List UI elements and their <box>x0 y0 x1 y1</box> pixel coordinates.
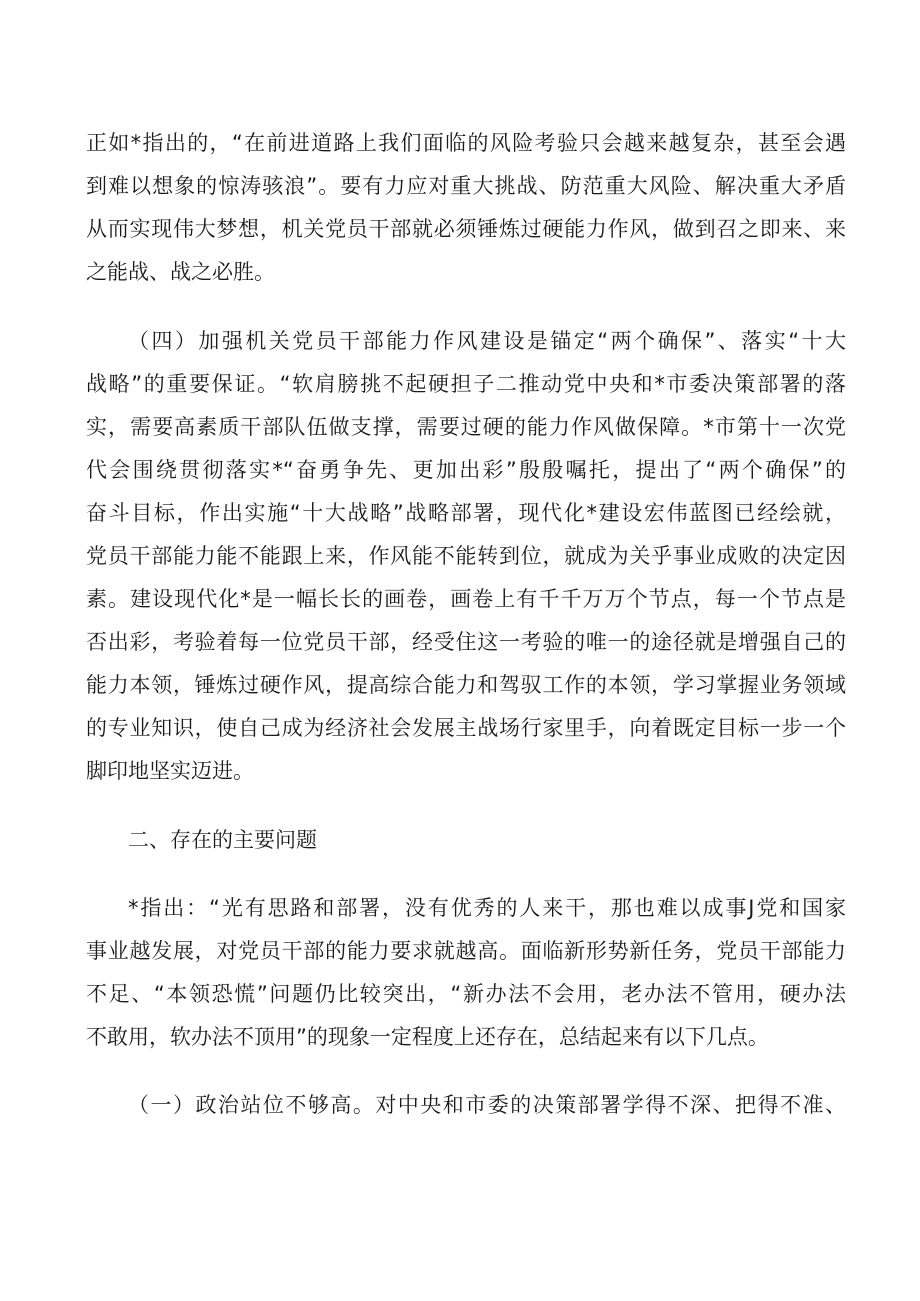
paragraph-2-line-4: 代会围绕贯彻落实*“奋勇争先、更加出彩”殷殷嘱托，提出了“两个确保”的 <box>86 458 846 482</box>
paragraph-1-line-3: 从而实现伟大梦想，机关党员干部就必须锤炼过硬能力作风，做到召之即来、来 <box>86 217 846 241</box>
paragraph-2-line-2: 战略”的重要保证。“软肩膀挑不起硬担子二推动党中央和*市委决策部署的落 <box>86 372 846 396</box>
paragraph-2-line-11: 脚印地坚实迈进。 <box>86 759 254 783</box>
paragraph-1-line-2: 到难以想象的惊涛骇浪”。要有力应对重大挑战、防范重大风险、解决重大矛盾 <box>86 174 846 198</box>
paragraph-2-line-9: 能力本领，锤炼过硬作风，提高综合能力和驾驭工作的本领，学习掌握业务领域 <box>86 673 846 697</box>
paragraph-3-line-4: 不敢用，软办法不顶用”的现象一定程度上还存在，总结起来有以下几点。 <box>86 1025 769 1049</box>
paragraph-2-line-1: （四）加强机关党员干部能力作风建设是锚定“两个确保”、落实“十大 <box>128 329 846 353</box>
paragraph-1-line-4: 之能战、战之必胜。 <box>86 260 275 284</box>
paragraph-2-line-10: 的专业知识，使自己成为经济社会发展主战场行家里手，向着既定目标一步一个 <box>86 716 846 740</box>
section-heading: 二、存在的主要问题 <box>128 828 317 852</box>
paragraph-3-line-3: 不足、“本领恐慌”问题仍比较突出，“新办法不会用，老办法不管用，硬办法 <box>86 982 846 1006</box>
paragraph-3-line-1: *指出：“光有思路和部署，没有优秀的人来干，那也难以成事J党和国家 <box>128 896 846 920</box>
paragraph-2-line-7: 素。建设现代化*是一幅长长的画卷，画卷上有千千万万个节点，每一个节点是 <box>86 587 846 611</box>
paragraph-2-line-6: 党员干部能力能不能跟上来，作风能不能转到位，就成为关乎事业成败的决定因 <box>86 544 846 568</box>
paragraph-1-line-1: 正如*指出的，“在前进道路上我们面临的风险考验只会越来越复杂，甚至会遇 <box>86 131 846 155</box>
paragraph-3-line-2: 事业越发展，对党员干部的能力要求就越高。面临新形势新任务，党员干部能力 <box>86 939 846 963</box>
paragraph-4-line-1: （一）政治站位不够高。对中央和市委的决策部署学得不深、把得不准、 <box>128 1093 846 1117</box>
paragraph-2-line-3: 实，需要高素质干部队伍做支撑，需要过硬的能力作风做保障。*市第十一次党 <box>86 415 846 439</box>
paragraph-2-line-8: 否出彩，考验着每一位党员干部，经受住这一考验的唯一的途径就是增强自己的 <box>86 630 846 654</box>
paragraph-2-line-5: 奋斗目标，作出实施“十大战略”战略部署，现代化*建设宏伟蓝图已经绘就， <box>86 501 846 525</box>
